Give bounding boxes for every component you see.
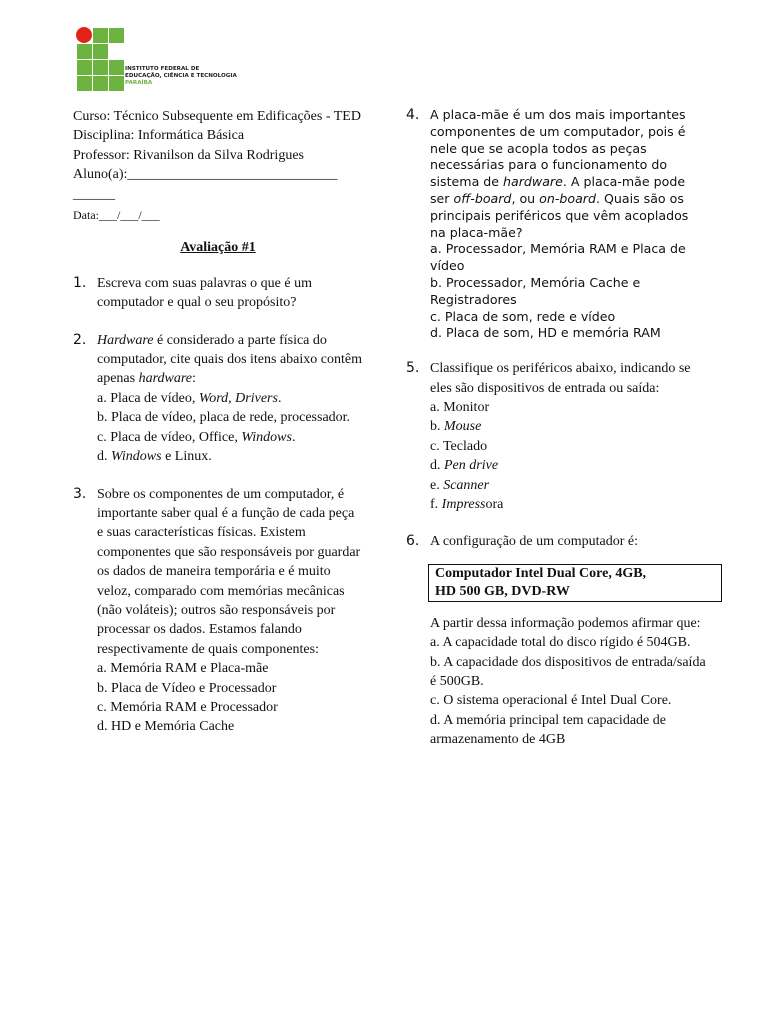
question-1 bbox=[73, 274, 363, 313]
text-span: c. Placa de vídeo, Office, bbox=[97, 429, 242, 445]
left-column bbox=[73, 107, 363, 737]
term-italic: Mouse bbox=[444, 419, 482, 435]
term-italic: hardware bbox=[503, 174, 563, 190]
question-number: 5. bbox=[406, 360, 420, 377]
question-text bbox=[97, 331, 363, 389]
discipline-line: Disciplina: Informática Básica bbox=[73, 128, 245, 144]
term-italic: Hardware bbox=[97, 332, 154, 348]
text-span: : bbox=[192, 371, 196, 387]
option-d: d. HD e Memória Cache bbox=[97, 719, 235, 735]
term-italic: on-board bbox=[539, 190, 596, 206]
config-line-2: HD 500 GB, DVD-RW bbox=[435, 583, 570, 599]
logo-square bbox=[109, 76, 124, 91]
text-span: , ou bbox=[511, 190, 540, 206]
term-italic: Impress bbox=[441, 497, 486, 512]
option-c: c. Teclado bbox=[430, 438, 488, 454]
logo-red-dot bbox=[76, 27, 92, 43]
question-number: 6. bbox=[406, 533, 420, 550]
text-span: f. bbox=[430, 497, 442, 512]
text-span: e. bbox=[430, 477, 444, 493]
option-a: a. Monitor bbox=[430, 399, 490, 415]
question-3 bbox=[73, 485, 363, 737]
logo-square bbox=[77, 76, 92, 91]
option-a: a. Processador, Memória RAM e Placa de vídeo bbox=[430, 241, 686, 274]
question-text: Classifique os periféricos abaixo, indicando se eles são dispositivos de entrada ou saída: bbox=[430, 361, 691, 396]
option-d: d. A memória principal tem capacidade de armazenamento de 4GB bbox=[430, 712, 666, 748]
logo-square bbox=[77, 60, 92, 75]
institution-name-line1: INSTITUTO FEDERAL DE bbox=[125, 66, 200, 72]
option-e bbox=[430, 476, 706, 495]
term-italic: Windows bbox=[241, 429, 292, 445]
option-d bbox=[97, 447, 363, 466]
term-italic: Scanner bbox=[443, 477, 490, 493]
term-italic: Word, Drivers bbox=[198, 390, 278, 406]
institution-state: PARAÍBA bbox=[125, 80, 153, 86]
question-number: 3. bbox=[73, 485, 87, 502]
option-a: a. Memória RAM e Placa-mãe bbox=[97, 661, 269, 677]
question-2 bbox=[73, 331, 363, 467]
student-line: Aluno(a):______________________________ bbox=[73, 167, 338, 183]
term-italic: off-board bbox=[453, 190, 512, 206]
institution-name bbox=[125, 66, 237, 87]
option-d bbox=[430, 456, 706, 475]
term-italic: hardware bbox=[138, 371, 193, 387]
option-b: b. A capacidade dos dispositivos de entrada/saída é 500GB. bbox=[430, 654, 706, 690]
question-number: 2. bbox=[73, 331, 87, 348]
text-span: ora bbox=[485, 497, 504, 512]
text-span: . bbox=[291, 429, 296, 445]
date-line: Data:___/___/___ bbox=[73, 208, 160, 223]
option-b: b. Processador, Memória Cache e Registradores bbox=[430, 274, 641, 307]
question-5 bbox=[406, 359, 706, 514]
option-c: c. Memória RAM e Processador bbox=[97, 699, 278, 715]
text-span: d. bbox=[430, 458, 444, 474]
option-c bbox=[97, 428, 363, 447]
question-lead: A partir dessa informação podemos afirmar que: bbox=[430, 615, 701, 631]
logo-square bbox=[93, 60, 108, 75]
question-text bbox=[430, 107, 706, 241]
student-line-cont: ______ bbox=[73, 186, 115, 202]
text-span: . bbox=[277, 390, 282, 406]
question-text: Sobre os componentes de um computador, é importante saber qual é a função de cada peça e suas características físicas. Existem componentes que são responsáveis por guardar os dados de maneira temporária e é muito veloz, comparado com memórias mecânicas (não voláteis); outros são responsáveis por processar os dados. Estamos falando respectivamente de quais componentes: bbox=[97, 486, 361, 657]
logo-square bbox=[93, 76, 108, 91]
config-box bbox=[428, 564, 722, 602]
text-span: d. bbox=[97, 449, 111, 465]
question-number: 1. bbox=[73, 274, 87, 291]
text-span: b. bbox=[430, 419, 444, 435]
option-f bbox=[430, 495, 706, 514]
logo-square bbox=[109, 28, 124, 43]
option-b bbox=[430, 417, 706, 436]
page-title: Avaliação #1 bbox=[180, 240, 256, 256]
logo-square bbox=[93, 28, 108, 43]
text-span: e Linux. bbox=[161, 449, 212, 465]
option-b: b. Placa de Vídeo e Processador bbox=[97, 680, 277, 696]
text-span: a. Placa de vídeo, bbox=[97, 390, 199, 406]
course-line: Curso: Técnico Subsequente em Edificações - TED bbox=[73, 109, 361, 124]
logo-square bbox=[109, 60, 124, 75]
option-b: b. Placa de vídeo, placa de rede, processador. bbox=[97, 410, 351, 426]
config-line-1: Computador Intel Dual Core, 4GB, bbox=[435, 565, 647, 581]
term-italic: Pen drive bbox=[444, 458, 499, 474]
option-d: d. Placa de som, HD e memória RAM bbox=[430, 325, 661, 341]
institution-logo bbox=[76, 26, 251, 92]
text-span: é considerado a parte física do computador, cite quais dos itens abaixo contêm apenas bbox=[97, 332, 362, 387]
professor-line: Professor: Rivanilson da Silva Rodrigues bbox=[73, 147, 304, 163]
question-6 bbox=[406, 532, 706, 749]
question-4 bbox=[406, 107, 706, 342]
question-text: A configuração de um computador é: bbox=[430, 534, 638, 550]
text-span: A placa-mãe é um dos mais importantes componentes de um computador, pois é nele que se acopla todos as peças necessárias para o funcionamento do sistema de bbox=[430, 107, 686, 190]
logo-square bbox=[93, 44, 108, 59]
question-number: 4. bbox=[406, 107, 420, 123]
logo-square bbox=[77, 44, 92, 59]
term-italic: Windows bbox=[111, 449, 162, 465]
institution-name-line2: EDUCAÇÃO, CIÊNCIA E TECNOLOGIA bbox=[125, 73, 237, 79]
text-span: . A placa-mãe pode ser bbox=[430, 174, 686, 206]
text-span: . Quais são os principais periféricos que vêm acoplados na placa-mãe? bbox=[430, 190, 689, 240]
option-c: c. Placa de som, rede e vídeo bbox=[430, 308, 616, 324]
option-a bbox=[97, 389, 363, 408]
question-text: Escreva com suas palavras o que é um computador e qual o seu propósito? bbox=[97, 275, 312, 311]
option-a: a. A capacidade total do disco rígido é 504GB. bbox=[430, 635, 691, 651]
right-column bbox=[406, 107, 706, 750]
option-c: c. O sistema operacional é Intel Dual Core. bbox=[430, 693, 672, 709]
